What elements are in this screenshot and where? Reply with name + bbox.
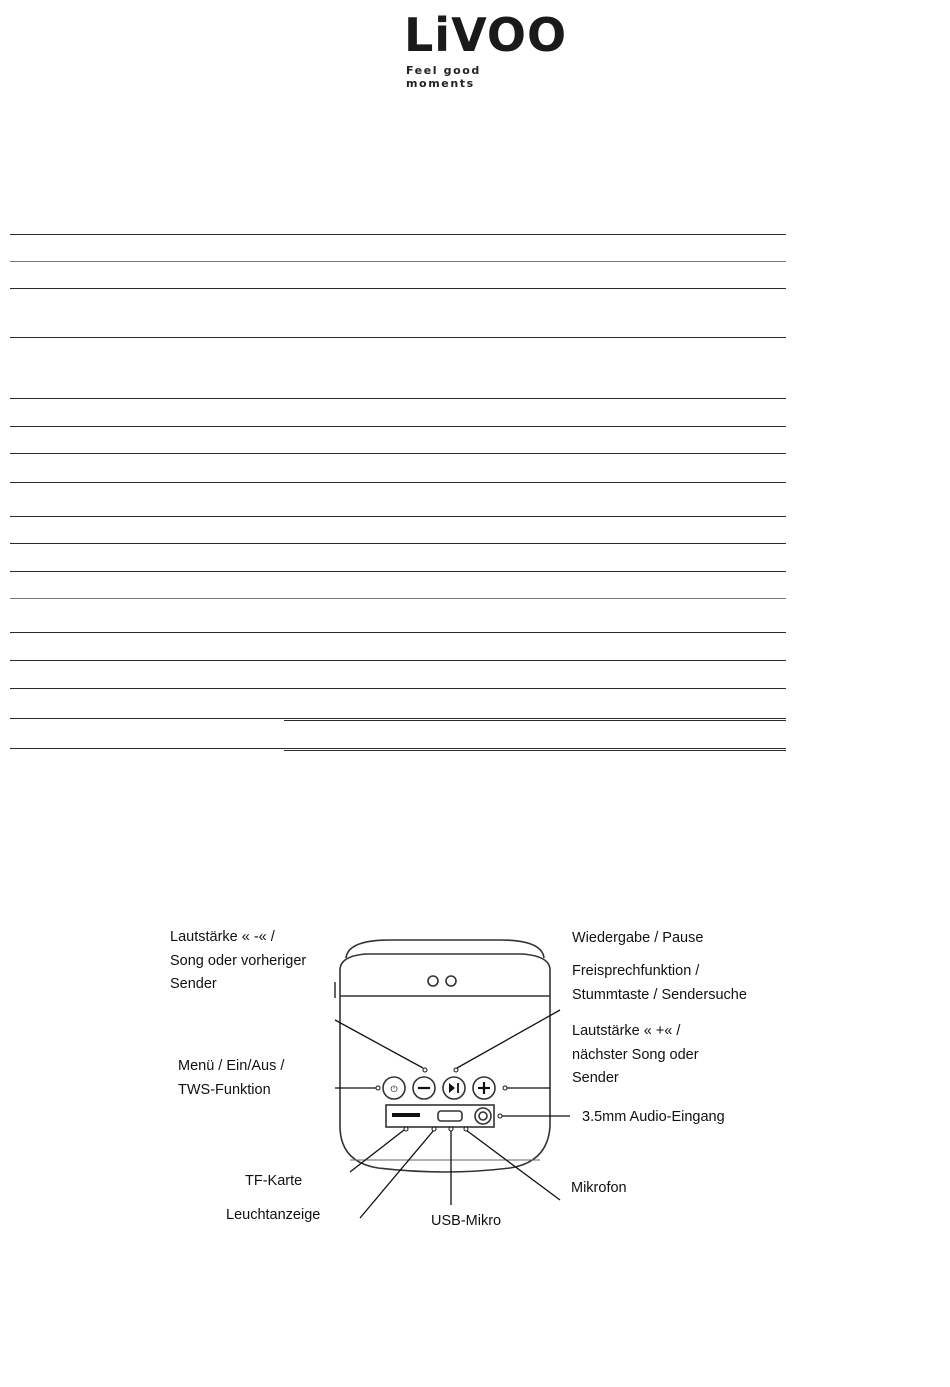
- label-menu: Menü / Ein/Aus / TWS-Funktion: [178, 1058, 285, 1098]
- label-led: Leuchtanzeige: [226, 1207, 321, 1223]
- label-audio-in: 3.5mm Audio-Eingang: [582, 1109, 725, 1125]
- label-play-pause: Wiedergabe / Pause: [572, 930, 704, 946]
- table-rule: [10, 718, 786, 719]
- table-rule: [10, 482, 786, 483]
- table-rule: [10, 516, 786, 517]
- label-tf-card: TF-Karte: [245, 1173, 303, 1189]
- label-mic: Mikrofon: [571, 1180, 627, 1196]
- table-rule: [10, 632, 786, 633]
- table-rule: [284, 720, 786, 721]
- table-rule: [10, 688, 786, 689]
- label-volume-up: Lautstärke « +« / nächster Song oder Sender: [572, 1023, 699, 1086]
- table-rule: [10, 337, 786, 338]
- logo-tagline: Feel good moments: [406, 64, 481, 90]
- logo-wordmark: LiVOO: [404, 8, 568, 62]
- spec-table: [10, 0, 786, 760]
- svg-text:⏻: ⏻: [390, 1085, 398, 1095]
- label-usb: USB-Mikro: [431, 1213, 502, 1229]
- table-rule: [10, 571, 786, 572]
- label-handsfree: Freisprechfunktion / Stummtaste / Sendersuche: [572, 963, 747, 1003]
- table-rule: [10, 543, 786, 544]
- label-volume-down: Lautstärke « -« / Song oder vorheriger Sender: [170, 929, 307, 992]
- table-rule: [10, 660, 786, 661]
- table-rule: [10, 598, 786, 599]
- table-rule: [10, 261, 786, 262]
- table-rule: [10, 398, 786, 399]
- table-rule: [10, 426, 786, 427]
- table-rule: [10, 288, 786, 289]
- table-rule: [10, 453, 786, 454]
- table-rule: [284, 750, 786, 751]
- speaker-diagram: [160, 900, 800, 1240]
- table-rule: [10, 234, 786, 235]
- table-rule: [10, 748, 786, 749]
